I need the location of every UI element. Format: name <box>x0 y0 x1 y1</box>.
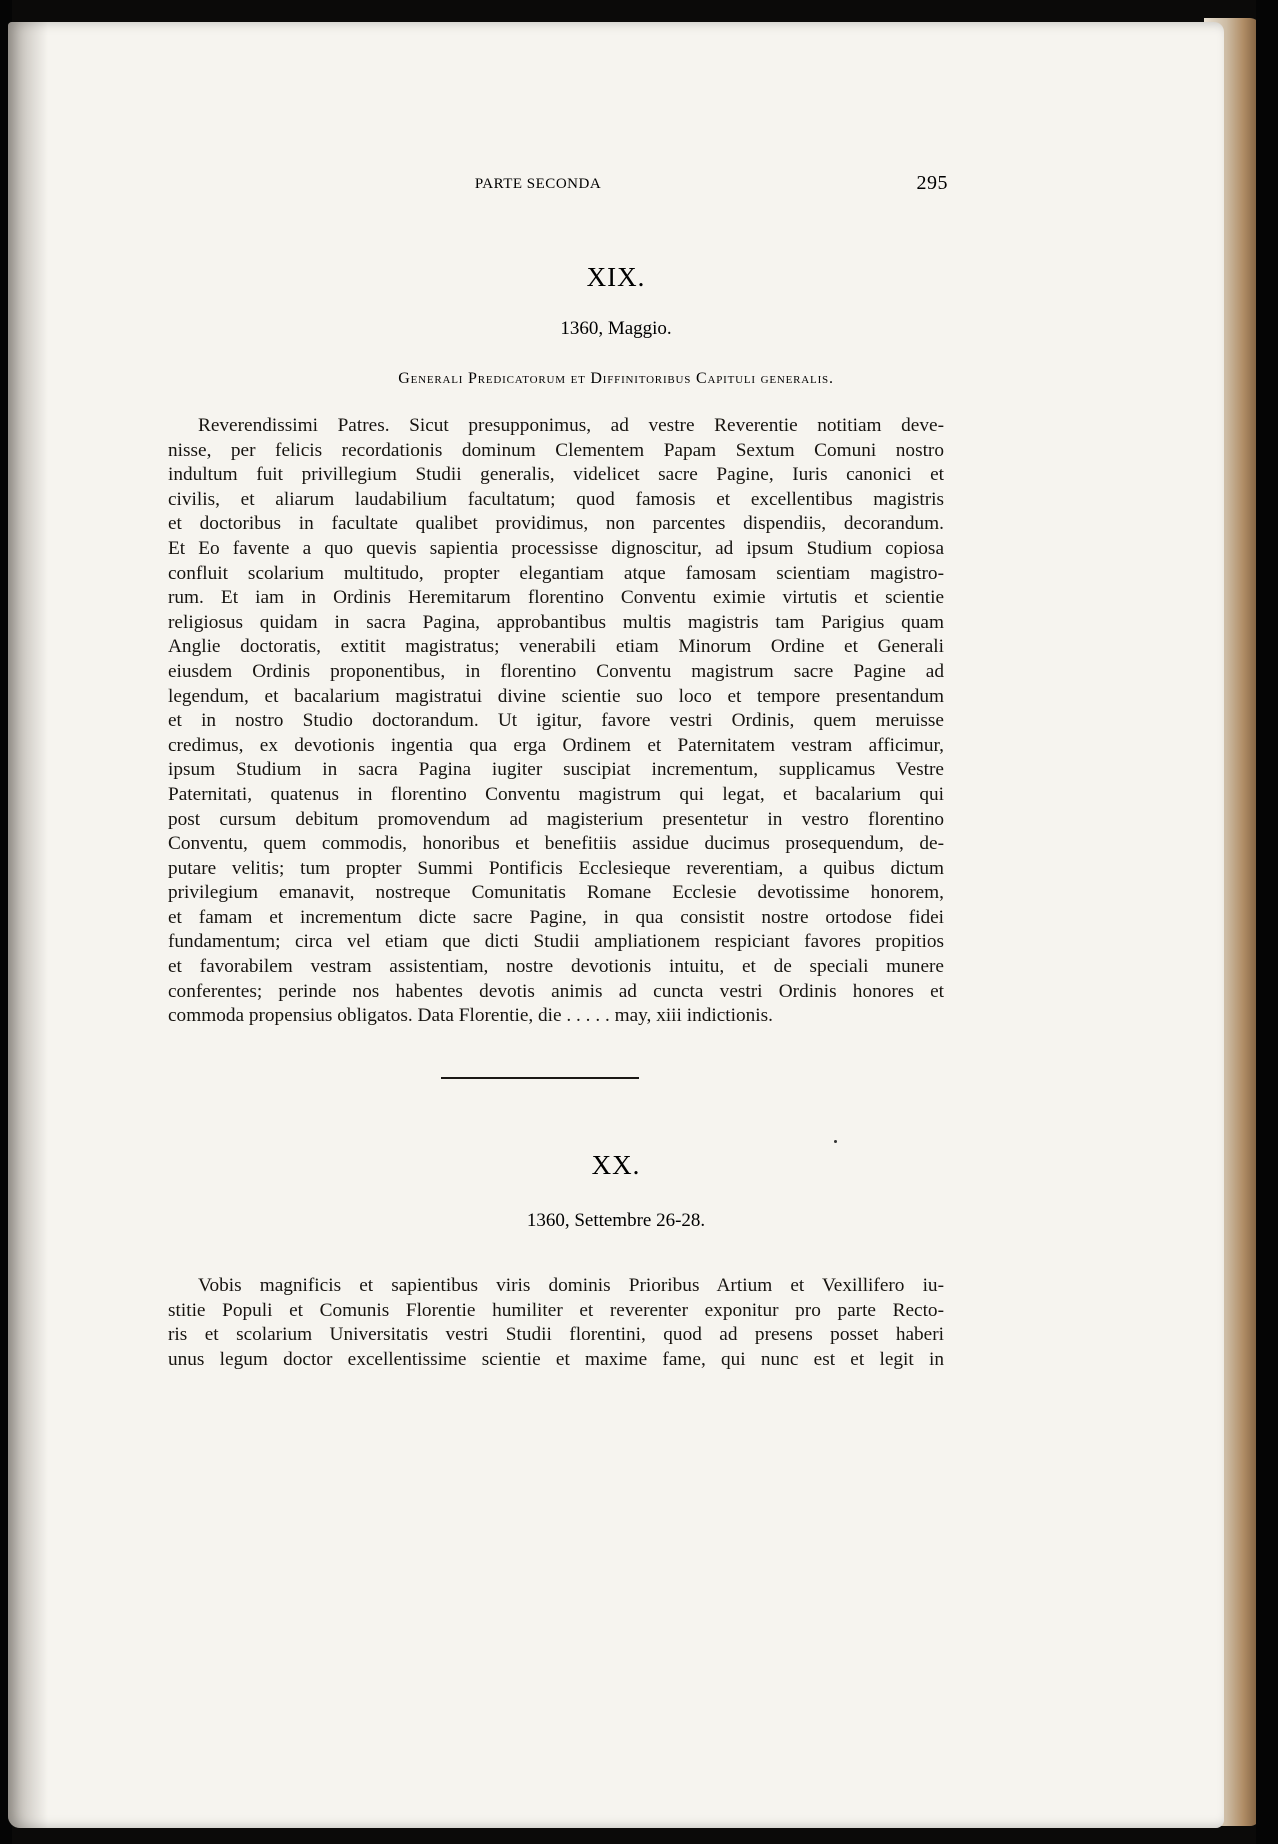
print-speck <box>834 1140 837 1143</box>
text-line: putare velitis; tum propter Summi Pontificis Ecclesieque reverentiam, a quibus dictum <box>168 857 944 879</box>
text-line: rum. Et iam in Ordinis Heremitarum florentino Conventu eximie virtutis et scientie <box>168 587 944 609</box>
text-line: post cursum debitum promovendum ad magisterium presentetur in vestro florentino <box>168 808 944 830</box>
text-line: et doctoribus in facultate qualibet providimus, non parcentes dispendiis, decorandum. <box>168 513 944 535</box>
section-numeral-xix: XIX. <box>586 262 646 292</box>
text-line: fundamentum; circa vel etiam que dicti Studii ampliationem respiciant favores propitios <box>168 931 944 953</box>
section-body-xx <box>168 1274 944 1372</box>
text-line: Anglie doctoratis, extitit magistratus; venerabili etiam Minorum Ordine et Generali <box>168 636 944 658</box>
section-numeral-xx: XX. <box>591 1150 641 1180</box>
text-line: ipsum Studium in sacra Pagina iugiter suscipiat incrementum, supplicamus Vestre <box>168 759 944 781</box>
book-page <box>8 22 1224 1828</box>
text-line: stitie Populi et Comunis Florentie humiliter et reverenter exponitur pro parte Recto- <box>168 1299 944 1321</box>
running-header <box>128 172 948 202</box>
text-line: et favorabilem vestram assistentiam, nostre devotionis intuitu, et de speciali munere <box>168 956 944 978</box>
binding-gutter-shadow <box>8 22 48 1828</box>
section-body-xix <box>168 414 944 1029</box>
text-line: et in nostro Studio doctorandum. Ut igitur, favore vestri Ordinis, quem meruisse <box>168 710 944 732</box>
text-line: confluit scolarium multitudo, propter elegantiam atque famosam scientiam magistro- <box>168 562 944 584</box>
text-line: legendum, et bacalarium magistratui divine scientie suo loco et tempore presentandum <box>168 685 944 707</box>
text-line: Vobis magnificis et sapientibus viris dominis Prioribus Artium et Vexillifero iu- <box>198 1275 944 1296</box>
text-line: indultum fuit privillegium Studii generalis, videlicet sacre Pagine, Iuris canonici et <box>168 464 944 486</box>
text-line: Et Eo favente a quo quevis sapientia processisse dignoscitur, ad ipsum Studium copiosa <box>168 537 944 559</box>
section-address-xix: Generali Predicatorum et Diffinitoribus Capituli generalis. <box>398 370 834 387</box>
text-line: commoda propensius obligatos. Data Florentie, die . . . . . may, xiii indictionis. <box>168 1005 773 1027</box>
text-line: ris et scolarium Universitatis vestri Studii florentini, quod ad presens posset haberi <box>168 1324 944 1346</box>
text-line: religiosus quidam in sacra Pagina, approbantibus multis magistris tam Parigius quam <box>168 611 944 633</box>
right-background <box>1256 0 1278 1844</box>
text-line: civilis, et aliarum laudabilium facultatum; quod famosis et excellentibus magistris <box>168 488 944 510</box>
text-line: unus legum doctor excellentissime scientie et maxime fame, qui nunc est et legit in <box>168 1348 944 1370</box>
text-line: Conventu, quem commodis, honoribus et benefitiis assidue ducimus prosequendum, de- <box>168 833 944 855</box>
section-divider-rule <box>441 1077 639 1079</box>
text-line: conferentes; perinde nos habentes devotis animis ad cuncta vestri Ordinis honores et <box>168 980 944 1002</box>
text-line: Reverendissimi Patres. Sicut presupponimus, ad vestre Reverentie notitiam deve- <box>198 415 944 436</box>
text-line: eiusdem Ordinis proponentibus, in florentino Conventu magistrum sacre Pagine ad <box>168 660 944 682</box>
text-line: privilegium emanavit, nostreque Comunitatis Romane Ecclesie devotissime honorem, <box>168 882 944 904</box>
running-title: PARTE SECONDA <box>474 176 602 192</box>
text-line: et famam et incrementum dicte sacre Pagine, in qua consistit nostre ortodose fidei <box>168 906 944 928</box>
text-line: Paternitati, quatenus in florentino Conventu magistrum qui legat, et bacalarium qui <box>168 783 944 805</box>
page-number: 295 <box>916 172 948 194</box>
section-date-xx: 1360, Settembre 26-28. <box>526 1210 706 1231</box>
text-line: credimus, ex devotionis ingentia qua erga Ordinem et Paternitatem vestram afficimur, <box>168 734 944 756</box>
section-date-xix: 1360, Maggio. <box>560 318 672 339</box>
text-line: nisse, per felicis recordationis dominum Clementem Papam Sextum Comuni nostro <box>168 439 944 461</box>
